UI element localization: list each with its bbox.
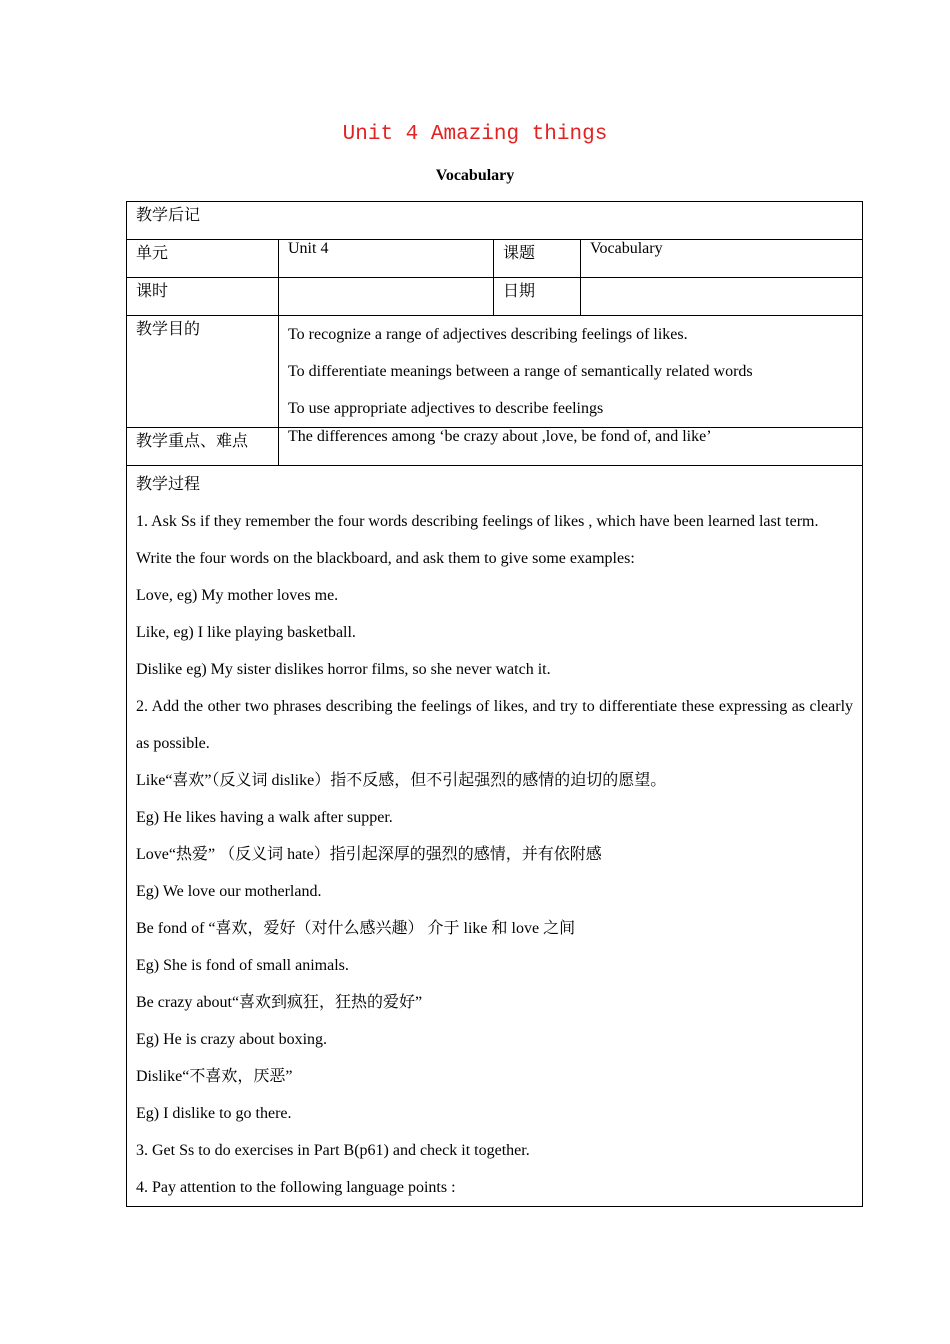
objectives-label: 教学目的 [127, 316, 279, 428]
process-content [127, 466, 863, 1207]
keypoints-label: 教学重点、难点 [127, 428, 279, 466]
process-line: 2. Add the other two phrases describing the feelings of likes, and try to differentiate these expressing as clearly as possible. [136, 698, 854, 752]
process-line: Love“热爱” （反义词 hate）指引起深厚的强烈的感情，并有依附感 [136, 846, 602, 863]
objective-item: To differentiate meanings between a range of semantically related words [288, 363, 753, 380]
period-row [127, 278, 863, 316]
objective-item: To use appropriate adjectives to describe feelings [288, 400, 604, 417]
notes-row [127, 202, 863, 240]
topic-value: Vocabulary [581, 240, 863, 278]
process-line: Eg) He is crazy about boxing. [136, 1031, 328, 1048]
process-line: Write the four words on the blackboard, and ask them to give some examples: [136, 550, 635, 567]
unit-value: Unit 4 [279, 240, 494, 278]
period-label: 课时 [127, 278, 279, 316]
lesson-plan-table [126, 201, 863, 1207]
process-line: Like“喜欢”（反义词 dislike）指不反感，但不引起强烈的感情的迫切的愿望。 [136, 772, 667, 789]
process-line: 1. Ask Ss if they remember the four words describing feelings of likes , which have been learned last term. [136, 513, 819, 530]
topic-label: 课题 [494, 240, 581, 278]
process-line: Dislike“不喜欢，厌恶” [136, 1068, 293, 1085]
process-line: 4. Pay attention to the following language points : [136, 1179, 456, 1196]
process-line: Dislike eg) My sister dislikes horror films, so she never watch it. [136, 661, 551, 678]
process-line: Eg) I dislike to go there. [136, 1105, 292, 1122]
process-line: Love, eg) My mother loves me. [136, 587, 339, 604]
process-line: Be crazy about“喜欢到疯狂，狂热的爱好” [136, 994, 423, 1011]
process-label: 教学过程 [136, 476, 201, 493]
period-value [279, 278, 494, 316]
keypoints-row [127, 428, 863, 466]
unit-label: 单元 [127, 240, 279, 278]
process-line: Eg) She is fond of small animals. [136, 957, 349, 974]
process-line: Be fond of “喜欢，爱好（对什么感兴趣） 介于 like 和 love 之间 [136, 920, 576, 937]
objectives-content [279, 316, 863, 428]
process-line: Eg) We love our motherland. [136, 883, 322, 900]
objectives-row [127, 316, 863, 428]
page-title: Unit 4 Amazing things [342, 123, 608, 146]
process-line: 3. Get Ss to do exercises in Part B(p61) and check it together. [136, 1142, 530, 1159]
notes-label: 教学后记 [127, 202, 863, 240]
objective-item: To recognize a range of adjectives describing feelings of likes. [288, 326, 688, 343]
process-row [127, 466, 863, 1207]
process-line: Like, eg) I like playing basketball. [136, 624, 356, 641]
process-line: Eg) He likes having a walk after supper. [136, 809, 393, 826]
date-label: 日期 [494, 278, 581, 316]
page-subtitle: Vocabulary [435, 167, 515, 184]
keypoints-value: The differences among ‘be crazy about ,love, be fond of, and like’ [279, 428, 863, 466]
unit-row [127, 240, 863, 278]
date-value [581, 278, 863, 316]
